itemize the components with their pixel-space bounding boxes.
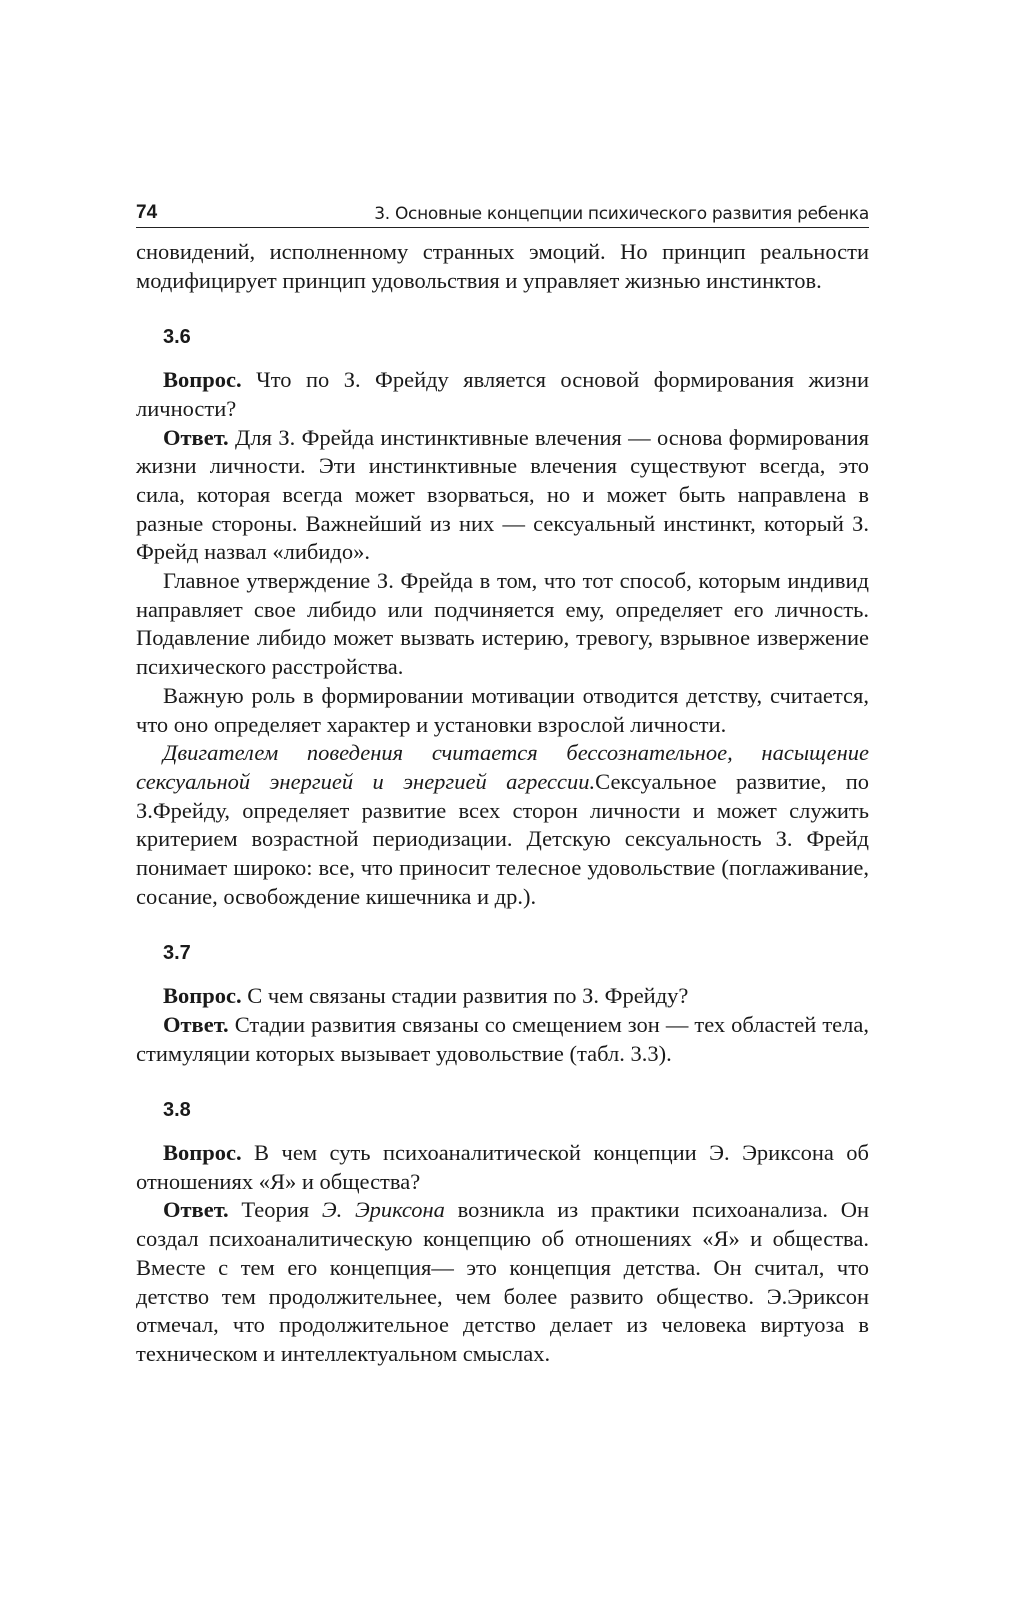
question-label: Вопрос. — [163, 367, 242, 393]
question-label: Вопрос. — [163, 983, 242, 1009]
question-text: В чем суть психоаналитической концепции Э. Эриксона об отношениях «Я» и общества? — [136, 1139, 869, 1194]
page-body — [136, 238, 869, 1369]
book-page — [136, 190, 869, 1369]
intro-paragraph: сновидений, исполненному странных эмоций. Но принцип реальности модифицирует принцип удовольствия и управляет жизнью инстинктов. — [136, 239, 869, 293]
question-paragraph — [136, 1139, 869, 1196]
body-paragraph — [136, 739, 869, 911]
answer-label: Ответ. — [163, 1197, 229, 1223]
answer-paragraph — [136, 1196, 869, 1368]
page-number: 74 — [136, 202, 158, 223]
answer-paragraph — [136, 424, 869, 568]
section-number-3-6: 3.6 — [163, 326, 191, 349]
answer-text: Стадии развития связаны со смещением зон — тех областей тела, стимуляции которых вызывает удовольствие (табл. 3.3). — [136, 1011, 869, 1066]
question-text: С чем связаны стадии развития по З. Фрейду? — [241, 983, 689, 1009]
question-paragraph — [136, 982, 869, 1011]
answer-text: возникла из практики психоанализа. Он создал психоаналитическую концепцию об отношениях «Я» и общества. Вместе с тем его концепция— это концепция детства. Он считал, что детство тем продолжительнее, чем более развито общество. Э.Эриксон отмечал, что продолжительное детство делает из человека виртуоза в техническом и интеллектуальном смыслах. — [136, 1197, 869, 1366]
chapter-title: 3. Основные концепции психического развития ребенка — [374, 204, 869, 224]
answer-paragraph — [136, 1011, 869, 1068]
running-header — [136, 190, 869, 228]
answer-text: Теория — [228, 1197, 322, 1223]
answer-label: Ответ. — [163, 1011, 229, 1037]
body-text: Сексуальное развитие, по З.Фрейду, определяет развитие всех сторон личности и может служить критерием возрастной периодизации. Детскую сексуальность З. Фрейд понимает широко: все, что приносит телесное удовольствие (поглаживание, сосание, освобождение кишечника и др.). — [136, 768, 869, 909]
answer-text: Для З. Фрейда инстинктивные влечения — основа формирования жизни личности. Эти инстинктивные влечения существуют всегда, это сила, которая всегда может взорваться, но и может быть направлена в разные стороны. Важнейший из них — сексуальный инстинкт, который З. Фрейд назвал «либидо». — [136, 424, 869, 565]
section-number-3-8: 3.8 — [163, 1099, 191, 1122]
body-paragraph: Главное утверждение З. Фрейда в том, что тот способ, которым индивид направляет свое либидо или подчиняется ему, определяет его личность. Подавление либидо может вызвать истерию, тревогу, взрывное извержение психического расстройства. — [136, 568, 869, 680]
italic-emphasis: Двигателем поведения считается бессознательное, насыщение сексуальной энергией и энергией агрессии. — [136, 740, 869, 794]
question-paragraph — [136, 366, 869, 423]
question-label: Вопрос. — [163, 1139, 242, 1165]
answer-label: Ответ. — [163, 424, 229, 450]
body-paragraph: Важную роль в формировании мотивации отводится детству, считается, что оно определяет характер и установки взрослой личности. — [136, 682, 869, 737]
section-number-3-7: 3.7 — [163, 942, 191, 965]
question-text: Что по З. Фрейду является основой формирования жизни личности? — [136, 367, 869, 421]
italic-name: Э. Эриксона — [321, 1197, 445, 1223]
